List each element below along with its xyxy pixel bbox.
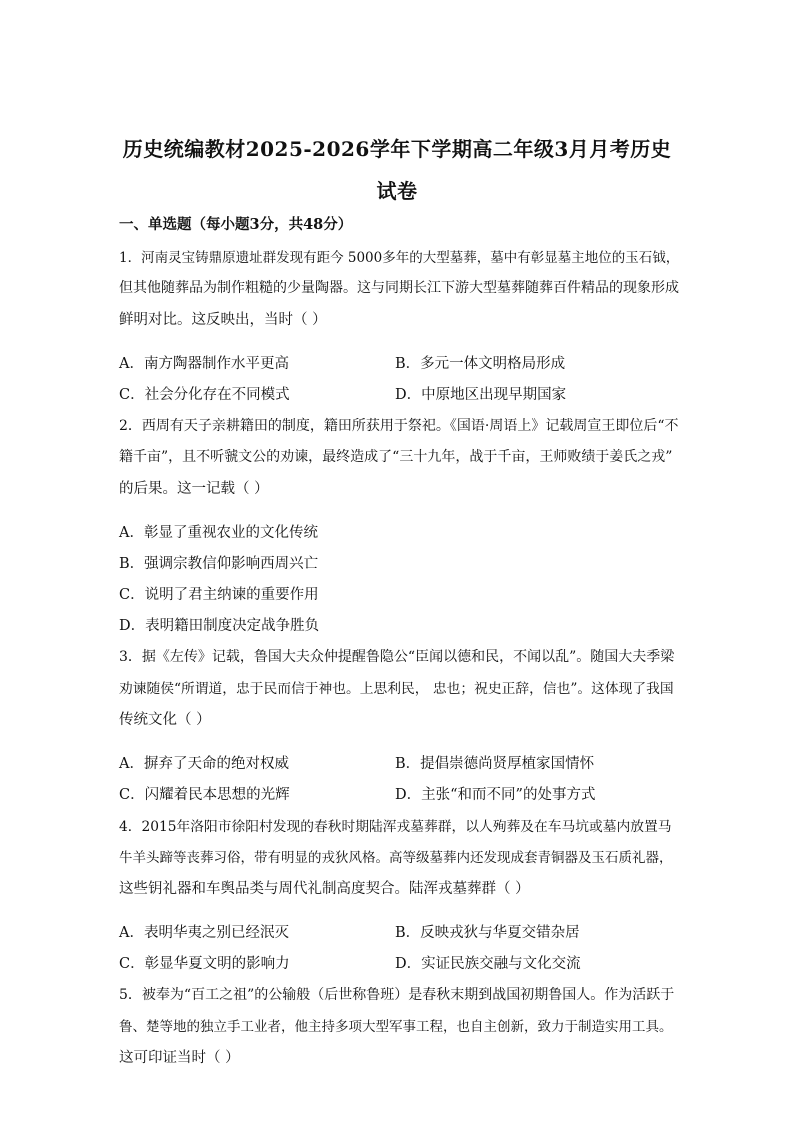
question-3-line-1: 3．据《左传》记载，鲁国大夫众仲提醒鲁隐公“臣闻以德和民，不闻以乱”。随国大夫季梁 xyxy=(119,649,675,665)
question-3-option-a: A．摒弃了天命的绝对权威 xyxy=(119,756,289,772)
question-4-option-c: C．彰显华夏文明的影响力 xyxy=(119,956,290,972)
question-4-line-2: 牛羊头蹄等丧葬习俗，带有明显的戎狄风格。高等级墓葬内还发现成套青铜器及玉石质礼器， xyxy=(119,850,673,866)
question-1-option-a: A．南方陶器制作水平更高 xyxy=(119,356,289,372)
question-5-line-1: 5．被奉为“百工之祖”的公输般（后世称鲁班）是春秋末期到战国初期鲁国人。作为活跃于 xyxy=(119,987,675,1003)
question-3-option-b: B．提倡崇德尚贤厚植家国情怀 xyxy=(395,756,595,772)
question-2-option-b: B．强调宗教信仰影响西周兴亡 xyxy=(119,556,319,572)
question-3-option-d: D．主张“和而不同”的处事方式 xyxy=(395,787,596,803)
question-2-option-a: A．彰显了重视农业的文化传统 xyxy=(119,525,318,541)
question-4-option-b: B．反映戎狄与华夏交错杂居 xyxy=(395,925,580,941)
question-3-line-3: 传统文化（ ） xyxy=(119,712,211,728)
question-2-option-c: C．说明了君主纳谏的重要作用 xyxy=(119,587,319,603)
question-4-line-3: 这些钥礼器和车舆品类与周代礼制高度契合。陆浑戎墓葬群（ ） xyxy=(119,881,530,897)
question-1-line-2: 但其他随葬品为制作粗糙的少量陶器。这与同期长江下游大型墓葬随葬百件精品的现象形成 xyxy=(119,280,679,296)
question-1-option-d: D．中原地区出现早期国家 xyxy=(395,387,567,403)
exam-title-line-2: 试卷 xyxy=(376,179,418,203)
question-1-option-c: C．社会分化存在不同模式 xyxy=(119,387,290,403)
question-3-line-2: 劝谏随侯“所谓道，忠于民而信于神也。上思利民， 忠也；祝史正辞，信也”。这体现了我国 xyxy=(119,681,674,697)
question-1-option-b: B．多元一体文明格局形成 xyxy=(395,356,566,372)
question-2-line-3: 的后果。这一记载（ ） xyxy=(119,481,269,497)
question-2-option-d: D．表明籍田制度决定战争胜负 xyxy=(119,618,320,634)
question-5-line-2: 鲁、楚等地的独立手工业者，他主持多项大型军事工程，也自主创新，致力于制造实用工具。 xyxy=(119,1019,673,1035)
question-2-line-2: 籍千亩”，且不听虢文公的劝谏，最终造成了“三十九年，战于千亩，王师败绩于姜氏之戎” xyxy=(119,449,673,465)
exam-title-line-1: 历史统编教材2025-2026学年下学期高二年级3月月考历史 xyxy=(122,137,672,161)
question-1-line-3: 鲜明对比。这反映出，当时（ ） xyxy=(119,312,327,328)
question-4-line-1: 4．2015年洛阳市徐阳村发现的春秋时期陆浑戎墓葬群，以人殉葬及在车马坑或墓内放置马 xyxy=(119,819,672,835)
question-4-option-a: A．表明华夷之别已经泯灭 xyxy=(119,925,289,941)
question-1-line-1: 1．河南灵宝铸鼎原遗址群发现有距今 5000多年的大型墓葬，墓中有彰显墓主地位的玉石钺， xyxy=(119,250,680,266)
question-4-option-d: D．实证民族交融与文化交流 xyxy=(395,956,581,972)
question-3-option-c: C．闪耀着民本思想的光辉 xyxy=(119,787,290,803)
question-2-line-1: 2．西周有天子亲耕籍田的制度，籍田所获用于祭祀。《国语·周语上》记载周宣王即位后“不 xyxy=(119,418,679,434)
section-heading: 一、单选题（每小题3分，共48分） xyxy=(119,216,353,233)
question-5-line-3: 这可印证当时（ ） xyxy=(119,1050,240,1066)
